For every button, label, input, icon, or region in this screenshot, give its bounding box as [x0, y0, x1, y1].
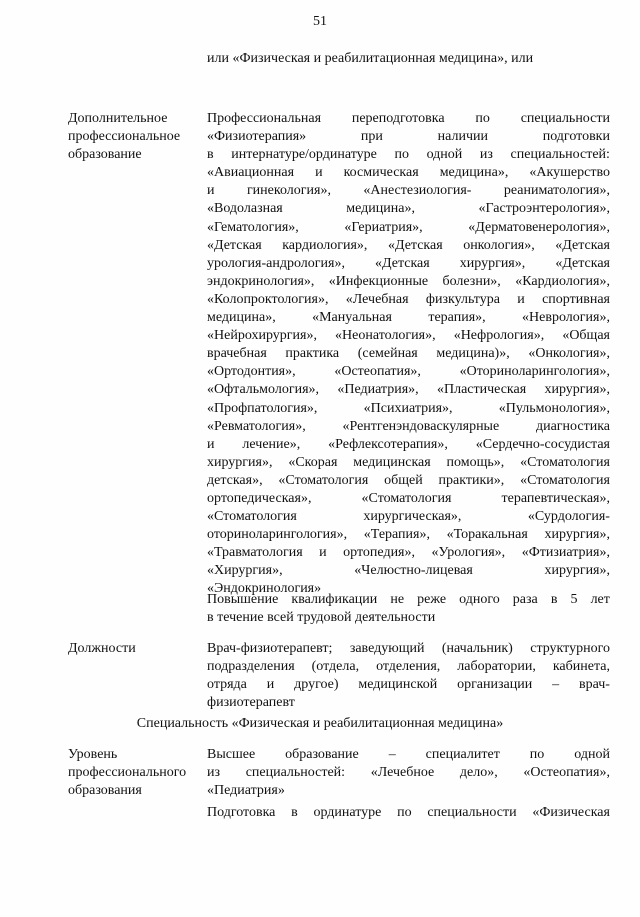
text-line: хирургия», «Скорая медицинская помощь», «Стоматология: [207, 454, 610, 470]
text-line: физиотерапевт: [207, 695, 295, 711]
text-line: «Ревматология», «Рентгенэндоваскулярные диагностика: [207, 418, 610, 434]
text-line: в течение всей трудовой деятельности: [207, 610, 436, 626]
text-line: «Эндокринология»: [207, 581, 322, 597]
text-line: «Нейрохирургия», «Неонатология», «Нефрология», «Общая: [207, 328, 610, 344]
text-line: медицина», «Мануальная терапия», «Неврология»,: [207, 310, 610, 326]
text-line: детская», «Стоматология общей практики», «Стоматология: [207, 472, 610, 488]
text-line: Профессиональная переподготовка по специальности: [207, 111, 610, 126]
text-line: ортопедическая», «Стоматология терапевтическая»,: [207, 490, 610, 506]
text-line: отряда и другое) медицинской организации – врач-: [207, 677, 610, 693]
education-level-label: [68, 746, 186, 800]
label-line: профессиональное: [68, 129, 181, 144]
text-line: Повышение квалификации не реже одного раза в 5 лет: [207, 592, 610, 607]
label-line: образования: [68, 783, 142, 798]
text-line: «Физиотерапия» при наличии подготовки: [207, 129, 610, 145]
text-line: «Авиационная и космическая медицина», «Акушерство: [207, 165, 610, 181]
positions-label: [68, 640, 136, 658]
text-line: «Колопроктология», «Лечебная физкультура и спортивная: [207, 291, 610, 307]
top-continuation-line: или «Физическая и реабилитационная медицина», или: [207, 51, 534, 66]
text-line: и гинекология», «Анестезиология- реаниматология»,: [207, 183, 610, 199]
text-line: Подготовка в ординатуре по специальности «Физическая: [207, 805, 610, 820]
education-level-paragraph: [207, 746, 610, 800]
additional-education-label: [68, 110, 180, 164]
label-line: Дополнительное: [68, 111, 168, 126]
text-line: «Педиатрия»: [207, 783, 285, 799]
text-line: «Стоматология хирургическая», «Сурдология-: [207, 509, 610, 525]
text-line: из специальностей: «Лечебное дело», «Остеопатия»,: [207, 765, 610, 781]
text-line: «Детская кардиология», «Детская онкология», «Детская: [207, 237, 610, 253]
text-line: в интернатуре/ординатуре по одной из специальностей:: [207, 147, 610, 163]
specialty-heading: Специальность «Физическая и реабилитационная медицина»: [136, 716, 504, 731]
text-line: урология-андрология», «Детская хирургия», «Детская: [207, 255, 610, 271]
text-line: «Профпатология», «Психиатрия», «Пульмонология»,: [207, 400, 610, 416]
text-line: «Хирургия», «Челюстно-лицевая хирургия»,: [207, 563, 610, 579]
text-line: Врач-физиотерапевт; заведующий (начальник) структурного: [207, 641, 610, 656]
text-line: эндокринология», «Инфекционные болезни», «Кардиология»,: [207, 273, 610, 289]
text-line: «Травматология и ортопедия», «Урология», «Фтизиатрия»,: [207, 545, 610, 561]
qualification-paragraph: [207, 591, 610, 627]
additional-education-paragraph: [207, 110, 610, 599]
text-line: оториноларингология», «Терапия», «Торакальная хирургия»,: [207, 527, 610, 543]
residency-paragraph: [207, 804, 610, 822]
text-line: подразделения (отдела, отделения, лаборатории, кабинета,: [207, 659, 610, 675]
text-line: Высшее образование – специалитет по одной: [207, 747, 610, 762]
text-line: «Офтальмология», «Педиатрия», «Пластическая хирургия»,: [207, 382, 610, 398]
label-line: Должности: [68, 641, 136, 656]
label-line: Уровень: [68, 747, 118, 762]
label-line: профессионального: [68, 765, 187, 780]
positions-paragraph: [207, 640, 610, 712]
text-line: врачебная практика (семейная медицина)», «Онкология»,: [207, 346, 610, 362]
page-number: 51: [313, 14, 327, 29]
label-line: образование: [68, 147, 142, 162]
text-line: «Водолазная медицина», «Гастроэнтерология»,: [207, 201, 610, 217]
text-line: «Гематология», «Гериатрия», «Дерматовенерология»,: [207, 219, 610, 235]
text-line: и лечение», «Рефлексотерапия», «Сердечно-сосудистая: [207, 436, 610, 452]
text-line: «Ортодонтия», «Остеопатия», «Оториноларингология»,: [207, 364, 610, 380]
